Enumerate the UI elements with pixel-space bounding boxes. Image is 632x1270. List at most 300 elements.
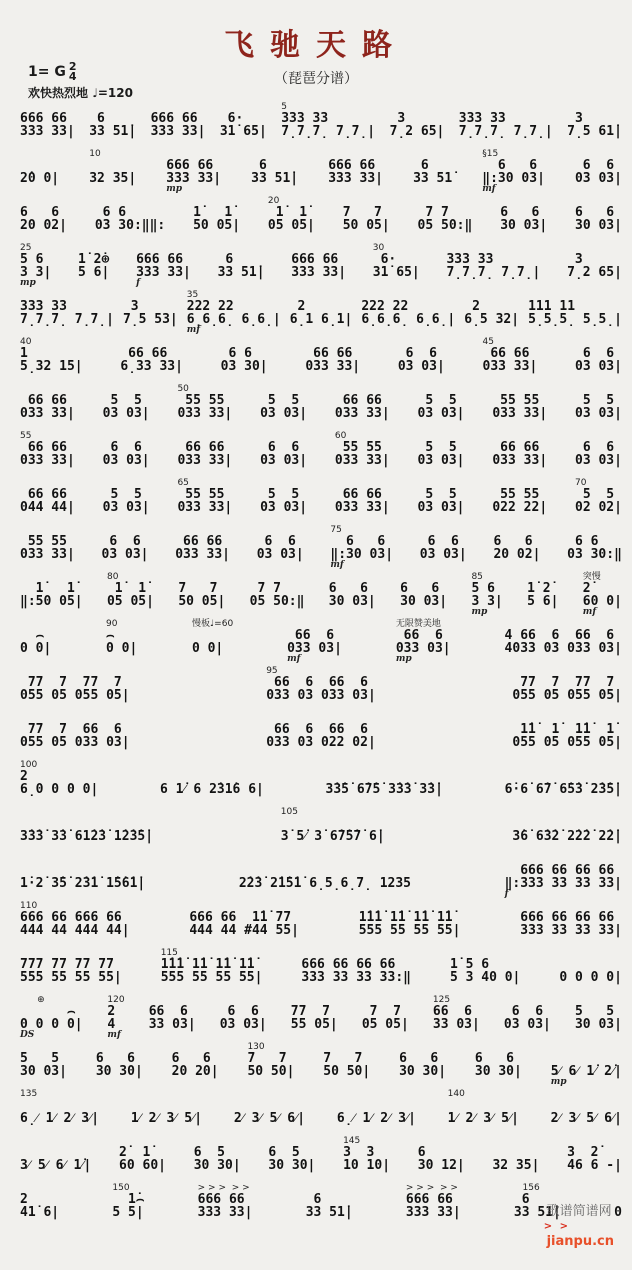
notes-lower-row: 044 44| bbox=[20, 500, 75, 515]
dynamic-marking bbox=[418, 420, 465, 428]
measure-cell bbox=[260, 431, 307, 475]
notes-lower-row: 055 05 055 05| bbox=[512, 735, 622, 750]
dynamic-marking bbox=[239, 890, 411, 898]
measure-cell bbox=[527, 572, 558, 616]
notes-upper-row: 6 bbox=[305, 1192, 353, 1207]
dynamic-marking bbox=[373, 279, 420, 287]
measure-number: 110 bbox=[20, 901, 38, 911]
notes-lower-row: 2̇0 0| bbox=[20, 171, 60, 186]
measure-cell bbox=[20, 948, 122, 992]
dynamic-marking bbox=[464, 326, 519, 334]
measure-cell bbox=[291, 243, 346, 287]
dynamic-marking bbox=[492, 514, 547, 522]
measure-cell bbox=[471, 572, 502, 616]
dynamic-marking: mf bbox=[186, 325, 201, 335]
notes-upper-row: 66 6 66 6 bbox=[266, 722, 376, 737]
notes-lower-row: 05 05| bbox=[106, 594, 154, 609]
dynamic-marking: mf bbox=[287, 654, 301, 664]
system-row bbox=[20, 948, 622, 992]
dynamic-marking bbox=[505, 796, 622, 804]
measure-number: 156 bbox=[513, 1183, 540, 1193]
measure-number: 90 bbox=[105, 619, 118, 629]
measure-cell bbox=[329, 572, 376, 616]
notes-lower-row: 3 3| bbox=[20, 265, 52, 280]
measure-cell bbox=[505, 854, 622, 898]
measure-cell bbox=[20, 760, 98, 804]
score-systems bbox=[0, 102, 632, 1227]
dynamic-marking bbox=[20, 984, 122, 992]
dynamic-marking bbox=[192, 655, 233, 663]
notes-lower-row: 30 30| bbox=[95, 1064, 143, 1079]
dynamic-marking bbox=[20, 138, 75, 146]
system-row bbox=[20, 854, 622, 898]
dynamic-marking bbox=[220, 138, 267, 146]
notes-lower-row: 333 33| bbox=[291, 265, 347, 280]
dynamic-marking bbox=[281, 138, 375, 146]
notes-upper-row: 666 66 bbox=[405, 1192, 461, 1207]
measure-cell bbox=[459, 102, 553, 146]
notes-lower-row: 033 33| bbox=[334, 500, 390, 515]
notes-upper-row: 77 7 bbox=[290, 1004, 338, 1019]
notes-upper-row: 666 66 bbox=[197, 1192, 253, 1207]
measure-cell bbox=[177, 478, 232, 522]
notes-upper-row: 66 66 bbox=[334, 393, 390, 408]
measure-cell bbox=[220, 102, 267, 146]
notes-lower-row: 333 33| bbox=[20, 124, 75, 139]
dynamic-marking: mp bbox=[166, 184, 183, 194]
system-row bbox=[20, 337, 622, 381]
dynamic-marking bbox=[178, 608, 225, 616]
notes-lower-row: 30 03| bbox=[328, 594, 376, 609]
notes-lower-row: 55 05| bbox=[290, 1017, 338, 1032]
dynamic-marking bbox=[266, 702, 376, 710]
notes-lower-row: 033 33| bbox=[175, 547, 230, 562]
notes-lower-row: 0 0| bbox=[191, 641, 224, 656]
dynamic-marking bbox=[500, 232, 547, 240]
measure-cell bbox=[290, 290, 353, 334]
notes-lower-row: 5⁄ 6⁄ 1̇⁄ 2̇⁄| bbox=[550, 1064, 622, 1079]
dynamic-marking: f bbox=[504, 889, 509, 899]
measure-cell bbox=[482, 149, 545, 193]
notes-lower-row: 03 03| bbox=[574, 171, 622, 186]
dynamic-marking bbox=[418, 232, 473, 240]
notes-lower-row: 30 03| bbox=[574, 1017, 622, 1032]
page-title: 飞驰天路 bbox=[224, 28, 408, 63]
measure-cell bbox=[575, 337, 622, 381]
notes-lower-row: 03 03| bbox=[575, 406, 622, 421]
notes-lower-row: 2̇2̇3̇ 2̇1̇5̇1̇ 6̣5̣6̣7̣ 1235 bbox=[238, 876, 411, 891]
measure-cell bbox=[551, 1042, 622, 1086]
notes-upper-row: 6 6 bbox=[102, 440, 150, 455]
notes-lower-row: 333 33| bbox=[328, 171, 383, 186]
measure-cell bbox=[175, 525, 230, 569]
dynamic-marking bbox=[247, 1078, 294, 1086]
dynamic-marking bbox=[575, 420, 622, 428]
notes-upper-row: 6 6 bbox=[101, 534, 149, 549]
dynamic-marking: mp bbox=[20, 278, 36, 288]
notes-lower-row: 03 03| bbox=[102, 453, 150, 468]
notes-lower-row: 333 33 33 33| bbox=[520, 923, 622, 938]
notes-upper-row: 3 bbox=[389, 111, 437, 126]
dynamic-marking bbox=[492, 467, 547, 475]
notes-lower-row: 5 3 40 0| bbox=[449, 970, 521, 985]
notes-upper-row: 1̇1̇1̇ 1̇1̇ 1̇1̇ 1̇1̇ bbox=[358, 910, 461, 925]
notes-lower-row: 32 35| bbox=[492, 1158, 540, 1173]
notes-lower-row: 60 60| bbox=[119, 1158, 166, 1173]
notes-upper-row: 666 66 bbox=[20, 111, 75, 126]
notes-lower-row: 5 6| bbox=[527, 594, 559, 609]
notes-lower-row: 31̇ 65| bbox=[219, 124, 267, 139]
dynamic-marking bbox=[567, 561, 622, 569]
notes-upper-row: ⌢ bbox=[20, 628, 53, 643]
notes-lower-row: 30 03| bbox=[575, 218, 622, 233]
measure-cell bbox=[500, 196, 547, 240]
notes-lower-row: 50 50| bbox=[323, 1064, 371, 1079]
dynamic-marking bbox=[193, 232, 240, 240]
measure-cell bbox=[575, 995, 622, 1039]
measure-cell bbox=[20, 525, 75, 569]
notes-lower-row: 033 03 022 02| bbox=[266, 735, 376, 750]
notes-upper-row: 333 33 bbox=[20, 299, 75, 314]
dynamic-marking bbox=[575, 232, 622, 240]
notes-lower-row: 33 51̇ bbox=[413, 171, 453, 186]
measure-number: 10 bbox=[89, 149, 101, 159]
time-signature-top: 2 bbox=[68, 60, 77, 73]
dynamic-marking bbox=[260, 420, 307, 428]
dynamic-marking bbox=[268, 232, 315, 240]
notes-lower-row: 3̇ 5̇⁄ 3̇ 6̇7̇5̇7̇ 6̇| bbox=[280, 829, 385, 844]
measure-cell bbox=[614, 1183, 622, 1227]
dynamic-marking bbox=[413, 185, 452, 193]
notes-lower-row: 20 20| bbox=[171, 1064, 219, 1079]
measure-cell bbox=[567, 102, 622, 146]
notes-lower-row: 03 30:‖‖: bbox=[94, 218, 166, 233]
dynamic-marking bbox=[20, 373, 83, 381]
measure-cell bbox=[567, 243, 622, 287]
dynamic-marking bbox=[575, 185, 622, 193]
dynamic-marking bbox=[291, 279, 346, 287]
measure-cell bbox=[281, 102, 375, 146]
notes-upper-row: 5 5 bbox=[417, 393, 465, 408]
measure-cell bbox=[20, 572, 83, 616]
measure-cell bbox=[161, 948, 263, 992]
dynamic-marking bbox=[177, 467, 232, 475]
notes-lower-row: 0 0 0 0| bbox=[559, 970, 622, 985]
dynamic-marking bbox=[306, 1219, 353, 1227]
notes-upper-row: 777 77 77 77 bbox=[20, 957, 122, 972]
system-row bbox=[20, 760, 622, 804]
notes-lower-row: 0 0 0 0| bbox=[20, 1017, 83, 1032]
dynamic-marking bbox=[260, 514, 307, 522]
notes-upper-row: 6 6 bbox=[330, 534, 394, 549]
system-row bbox=[20, 995, 622, 1039]
measure-number bbox=[551, 1042, 622, 1052]
dynamic-marking bbox=[528, 326, 622, 334]
dynamic-marking bbox=[399, 1078, 446, 1086]
notes-upper-row: 6 5 bbox=[268, 1145, 316, 1160]
notes-upper-row: 666 66 66 66 bbox=[301, 957, 411, 972]
system-row bbox=[20, 1136, 622, 1180]
notes-lower-row: 055 05 055 05| bbox=[512, 688, 622, 703]
notes-upper-row: 6 6 bbox=[94, 205, 166, 220]
notes-upper-row: 66 66 bbox=[177, 440, 233, 455]
notes-upper-row: 1̇ 1̇ bbox=[193, 205, 241, 220]
notes-lower-row: 022 22| bbox=[492, 500, 548, 515]
score-header bbox=[0, 0, 632, 102]
notes-upper-row: 5 5 bbox=[574, 1004, 622, 1019]
dynamic-marking bbox=[359, 937, 461, 945]
notes-lower-row: 1̇·2̇ 3̇5̇ 2̇3̇1̇ 1̇5̇6̇1̇| bbox=[20, 876, 146, 891]
measure-cell bbox=[475, 1042, 522, 1086]
measure-number: 80 bbox=[106, 572, 119, 582]
measure-number bbox=[234, 1089, 305, 1099]
measure-number: 慢板♩=60 bbox=[191, 619, 234, 629]
notes-lower-row: ‖:333 33 33 33| bbox=[504, 876, 622, 891]
measure-cell bbox=[512, 666, 622, 710]
notes-upper-row: 6 6 bbox=[493, 534, 541, 549]
notes-upper-row: 3 bbox=[567, 252, 615, 267]
dynamic-marking bbox=[575, 1031, 622, 1039]
dynamic-marking bbox=[575, 373, 622, 381]
dynamic-marking bbox=[335, 467, 390, 475]
measure-cell bbox=[189, 901, 299, 945]
notes-upper-row: 666 66 bbox=[166, 158, 222, 173]
notes-upper-row: 6 6 bbox=[482, 158, 545, 173]
tempo-expression: 欢快热烈地 bbox=[28, 86, 89, 100]
notes-lower-row: 03 03| bbox=[503, 1017, 551, 1032]
tempo-marking bbox=[28, 84, 133, 101]
notes-upper-row: 66 66 bbox=[20, 393, 75, 408]
notes-upper-row: 2 bbox=[20, 769, 91, 784]
measure-cell bbox=[106, 619, 138, 663]
dynamic-marking bbox=[257, 561, 304, 569]
notes-lower-row: 033 33| bbox=[334, 406, 390, 421]
notes-upper-row: 6 bbox=[89, 111, 137, 126]
measure-cell bbox=[291, 995, 338, 1039]
notes-upper-row: 2 bbox=[107, 1004, 116, 1019]
notes-upper-row: 2̇ bbox=[582, 581, 622, 596]
notes-lower-row: 555 55 55 55| bbox=[20, 970, 122, 985]
dynamic-marking bbox=[492, 1172, 539, 1180]
measure-cell bbox=[257, 525, 304, 569]
system-row bbox=[20, 572, 622, 616]
measure-cell bbox=[575, 149, 622, 193]
measure-cell bbox=[567, 525, 622, 569]
measure-cell bbox=[418, 431, 465, 475]
dynamic-marking bbox=[527, 608, 558, 616]
measure-cell bbox=[89, 149, 136, 193]
measure-cell bbox=[505, 760, 622, 804]
measure-cell bbox=[268, 1136, 315, 1180]
notes-lower-row: 033 33| bbox=[20, 406, 75, 421]
dynamic-marking bbox=[567, 279, 622, 287]
tempo-bpm: ♩=120 bbox=[92, 86, 133, 100]
notes-lower-row: 6̣33 33| bbox=[120, 359, 183, 374]
notes-lower-row: 03 03| bbox=[260, 500, 308, 515]
dynamic-marking bbox=[418, 1172, 465, 1180]
notes-lower-row: 0 0| bbox=[105, 641, 138, 656]
notes-upper-row: 1̇1̇1̇ 1̇1̇ 1̇1̇ 1̇1̇ bbox=[160, 957, 263, 972]
notes-lower-row: 6 1̇⁄ 6 2̇31̇6 6| bbox=[159, 782, 264, 797]
notes-upper-row: 6 6 bbox=[400, 581, 448, 596]
dynamic-marking bbox=[89, 138, 136, 146]
dynamic-marking: mp bbox=[471, 607, 488, 617]
dynamic-marking bbox=[20, 326, 114, 334]
notes-upper-row: 666 66 66 66 bbox=[520, 910, 622, 925]
measure-cell bbox=[575, 478, 622, 522]
notes-lower-row: 7̣2 65| bbox=[567, 265, 622, 280]
dynamic-marking: mf bbox=[582, 607, 597, 617]
notes-lower-row: 3⁄ 5⁄ 6⁄ 1̇⁄| bbox=[20, 1158, 92, 1173]
notes-lower-row: 444 44 #44 55| bbox=[189, 923, 299, 938]
dynamic-marking bbox=[268, 1172, 315, 1180]
measure-number: 120 bbox=[107, 995, 125, 1005]
dynamic-marking bbox=[418, 514, 465, 522]
site-url: jianpu.cn bbox=[546, 1234, 614, 1249]
notes-upper-row: 6 bbox=[413, 158, 453, 173]
notes-lower-row: 033 33| bbox=[334, 453, 390, 468]
notes-upper-row: 1 bbox=[20, 346, 75, 361]
notes-upper-row: 3 2̇ bbox=[567, 1145, 622, 1160]
dynamic-marking bbox=[175, 561, 230, 569]
measure-cell bbox=[306, 1183, 353, 1227]
notes-upper-row: 55 55 bbox=[20, 534, 75, 549]
measure-number bbox=[559, 948, 622, 958]
dynamic-marking bbox=[20, 937, 130, 945]
measure-cell bbox=[330, 525, 393, 569]
dynamic-marking bbox=[575, 467, 622, 475]
notes-upper-row: 6 6 bbox=[575, 346, 622, 361]
notes-lower-row: 7̣5 53| bbox=[122, 312, 178, 327]
notes-upper-row: 6 bbox=[513, 1192, 561, 1207]
notes-lower-row: 03 03| bbox=[260, 406, 308, 421]
notes-lower-row: 033 03 033 03| bbox=[266, 688, 376, 703]
notes-upper-row: 66 66 bbox=[492, 440, 548, 455]
dynamic-marking bbox=[218, 279, 265, 287]
dynamic-marking bbox=[20, 1172, 91, 1180]
notes-lower-row: 03 03| bbox=[102, 406, 150, 421]
dynamic-marking: mf bbox=[482, 184, 496, 194]
notes-lower-row: 50 50| bbox=[247, 1064, 295, 1079]
measure-cell bbox=[418, 1136, 465, 1180]
measure-cell bbox=[420, 525, 467, 569]
measure-cell bbox=[575, 431, 622, 475]
measure-cell bbox=[177, 384, 232, 428]
dynamic-marking bbox=[420, 561, 467, 569]
notes-upper-row: 6 6 bbox=[567, 534, 622, 549]
measure-cell bbox=[450, 948, 520, 992]
system-row bbox=[20, 149, 622, 193]
measure-cell bbox=[492, 431, 547, 475]
measure-number: ⊕ bbox=[20, 995, 45, 1005]
measure-cell bbox=[268, 196, 315, 240]
measure-cell bbox=[120, 337, 183, 381]
notes-upper-row: 4 66 6 66 6 bbox=[504, 628, 622, 643]
notes-lower-row: 1⁄ 2⁄ 3⁄ 5⁄| bbox=[130, 1111, 203, 1126]
measure-cell bbox=[323, 1042, 370, 1086]
notes-upper-row: 55 55 bbox=[334, 440, 390, 455]
measure-cell bbox=[102, 525, 149, 569]
notes-upper-row: 2 bbox=[20, 1192, 60, 1207]
measure-cell bbox=[281, 807, 385, 851]
dynamic-marking bbox=[335, 420, 390, 428]
dynamic-marking bbox=[291, 1031, 338, 1039]
measure-cell bbox=[136, 243, 191, 287]
notes-lower-row: 333 33| bbox=[405, 1205, 461, 1220]
measure-cell bbox=[107, 572, 154, 616]
dynamic-marking bbox=[149, 1031, 196, 1039]
notes-upper-row: 6 6 bbox=[95, 1051, 143, 1066]
measure-cell bbox=[220, 995, 267, 1039]
notes-lower-row: 5̣32 15| bbox=[20, 359, 83, 374]
dynamic-marking bbox=[198, 1219, 253, 1227]
system-row bbox=[20, 290, 622, 334]
measure-number bbox=[337, 1089, 416, 1099]
notes-lower-row: 333 33| bbox=[136, 265, 191, 280]
measure-cell bbox=[492, 384, 547, 428]
notes-lower-row: 33 51̇| bbox=[89, 124, 137, 139]
measure-number: 125 bbox=[432, 995, 451, 1005]
notes-lower-row: 0 bbox=[614, 1205, 622, 1220]
notes-upper-row: 6 6 bbox=[171, 1051, 219, 1066]
notes-upper-row: 1̇ 1̇ bbox=[20, 581, 83, 596]
measure-cell bbox=[464, 290, 519, 334]
measure-cell bbox=[361, 290, 455, 334]
notes-lower-row: 60 0| bbox=[582, 594, 622, 609]
measure-cell bbox=[177, 431, 232, 475]
measure-cell bbox=[328, 149, 383, 193]
measure-number: 75 bbox=[330, 525, 342, 535]
notes-upper-row: 7 7 bbox=[361, 1004, 409, 1019]
measure-number: 140 bbox=[447, 1089, 465, 1099]
notes-lower-row: 6̣5 32| bbox=[464, 312, 520, 327]
measure-cell bbox=[559, 948, 622, 992]
measure-cell bbox=[194, 1136, 241, 1180]
notes-lower-row: 03 03| bbox=[419, 547, 467, 562]
measure-cell bbox=[20, 1136, 91, 1180]
notes-upper-row: 3 bbox=[567, 111, 615, 126]
notes-lower-row: 03 03| bbox=[575, 359, 622, 374]
measure-number: 65 bbox=[177, 478, 189, 488]
time-signature bbox=[69, 62, 77, 82]
measure-number: 115 bbox=[160, 948, 178, 958]
dynamic-marking bbox=[323, 1078, 370, 1086]
measure-cell bbox=[520, 901, 622, 945]
measure-number: 突慢 bbox=[582, 572, 601, 582]
dynamic-marking bbox=[20, 514, 75, 522]
notes-lower-row: 333 33 33 33:‖ bbox=[301, 970, 411, 985]
measure-cell bbox=[418, 196, 473, 240]
dynamic-marking bbox=[567, 1172, 622, 1180]
notes-upper-row: 6· bbox=[219, 111, 267, 126]
system-row bbox=[20, 102, 622, 146]
notes-lower-row: 33 51̇| bbox=[217, 265, 265, 280]
notes-upper-row: 3 bbox=[122, 299, 170, 314]
notes-lower-row: 33 51̇| bbox=[251, 171, 299, 186]
notes-lower-row: 6̣⁄ 1⁄ 2⁄ 3⁄| bbox=[336, 1111, 416, 1126]
measure-number bbox=[20, 1136, 91, 1146]
notes-upper-row: 666 66 bbox=[291, 252, 347, 267]
notes-lower-row: 32 35| bbox=[89, 171, 137, 186]
dynamic-marking bbox=[119, 1172, 166, 1180]
dynamic-marking bbox=[567, 138, 622, 146]
notes-lower-row: 033 03| bbox=[287, 641, 342, 656]
measure-number bbox=[551, 1089, 622, 1099]
measure-cell bbox=[160, 760, 264, 804]
system-row bbox=[20, 619, 622, 663]
measure-number: 130 bbox=[247, 1042, 265, 1052]
notes-lower-row: 30 12| bbox=[417, 1158, 465, 1173]
